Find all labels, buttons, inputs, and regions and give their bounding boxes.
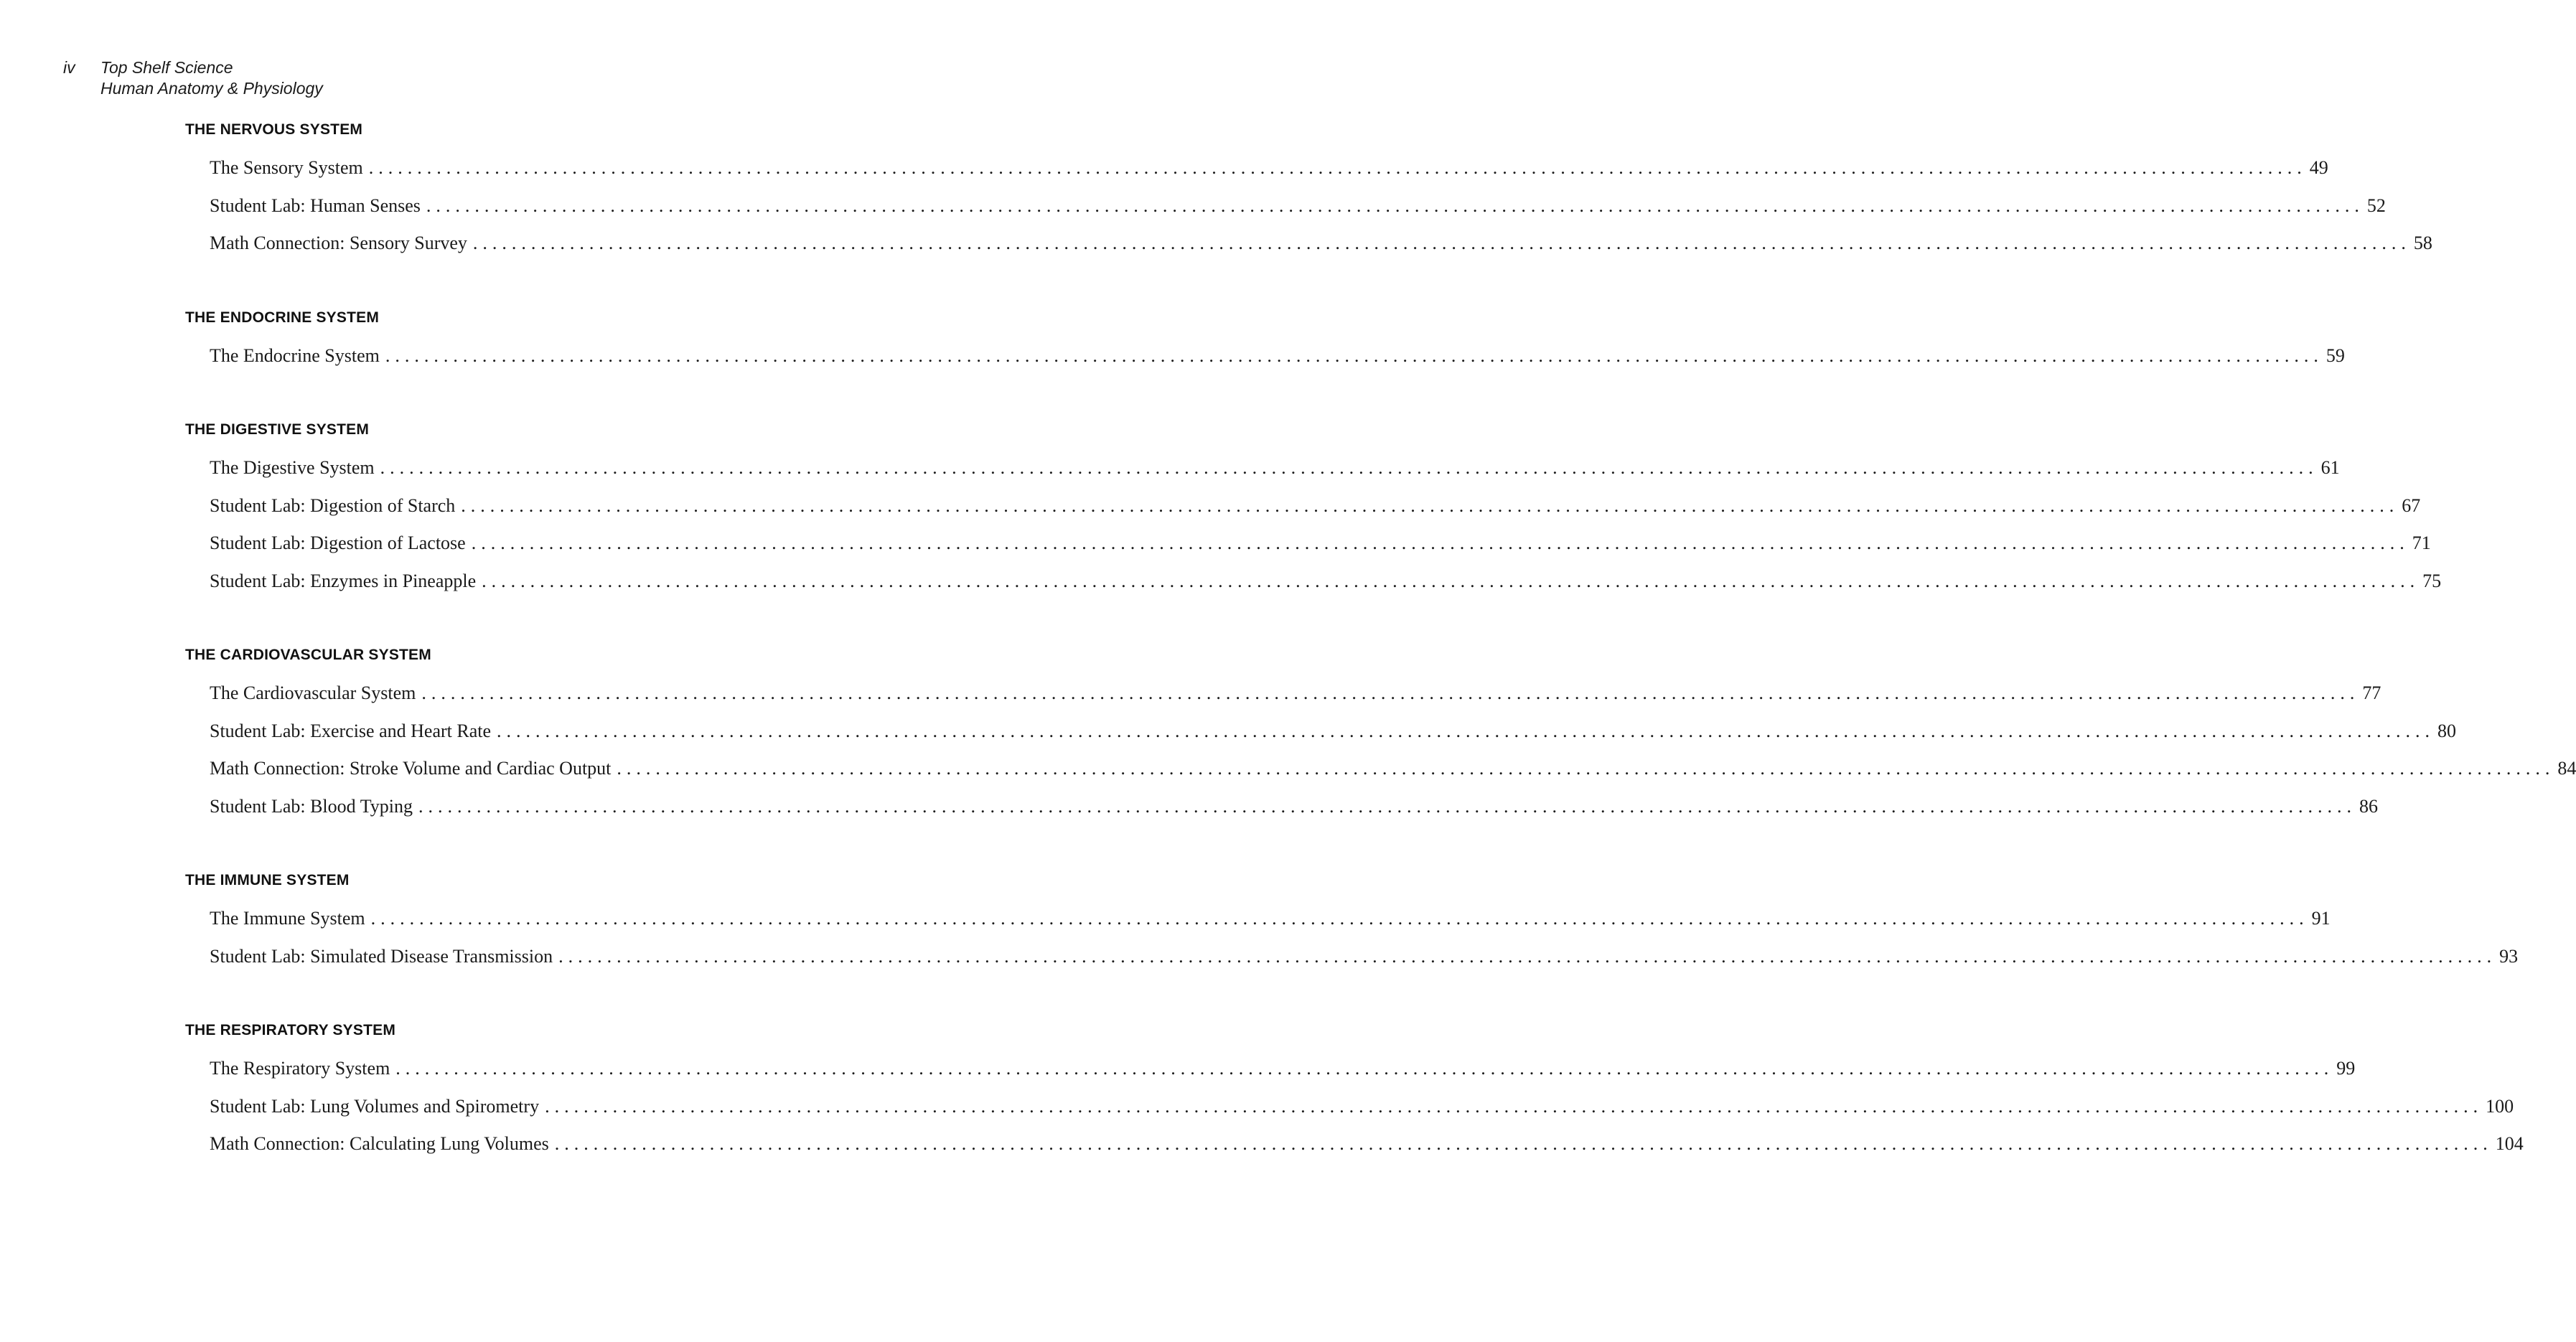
toc-section-digestive-system	[185, 421, 2442, 600]
entry-title: The Sensory System	[210, 157, 363, 178]
section-heading: THE ENDOCRINE SYSTEM	[185, 309, 380, 326]
entry-page-number: 91	[2311, 908, 2331, 929]
entry-page-number: 80	[2437, 720, 2457, 741]
toc-entry[interactable]	[210, 900, 2331, 938]
book-title: Top Shelf Science	[100, 58, 233, 77]
toc-entry[interactable]	[210, 187, 2386, 225]
dot-leader: ........................................................................................................................................................................................................	[368, 157, 2307, 178]
toc-entry[interactable]	[210, 675, 2381, 713]
table-of-contents	[185, 121, 2576, 1209]
dot-leader: ........................................................................................................................................................................................................	[380, 457, 2318, 478]
entry-title: The Immune System	[210, 908, 365, 929]
entry-title: The Endocrine System	[210, 344, 380, 366]
entry-page-number: 104	[2495, 1133, 2524, 1154]
toc-entry[interactable]	[210, 449, 2340, 487]
toc-entry[interactable]	[210, 337, 2345, 375]
entry-title: Math Connection: Stroke Volume and Cardiac Output	[210, 758, 612, 779]
section-heading: THE CARDIOVASCULAR SYSTEM	[185, 647, 431, 663]
dot-leader: ........................................................................................................................................................................................................	[472, 233, 2411, 253]
entry-title: Student Lab: Exercise and Heart Rate	[210, 720, 492, 741]
toc-entry[interactable]	[210, 1088, 2514, 1126]
entry-title: Student Lab: Human Senses	[210, 194, 421, 216]
toc-entry[interactable]	[210, 788, 2378, 826]
dot-leader: ........................................................................................................................................................................................................	[426, 194, 2364, 216]
dot-leader: ........................................................................................................................................................................................................	[482, 570, 2420, 591]
entry-title: The Cardiovascular System	[210, 682, 416, 703]
toc-entry[interactable]	[210, 938, 2519, 976]
dot-leader: ........................................................................................................................................................................................................	[471, 532, 2409, 553]
toc-entry[interactable]	[210, 563, 2442, 601]
entry-page-number: 93	[2499, 945, 2519, 967]
page-number: iv	[63, 58, 75, 77]
dot-leader: ........................................................................................................................................................................................................	[617, 758, 2555, 779]
entry-title: Student Lab: Enzymes in Pineapple	[210, 570, 477, 591]
toc-entry[interactable]	[210, 487, 2421, 525]
toc-entry[interactable]	[210, 525, 2431, 563]
toc-entry[interactable]	[210, 225, 2432, 263]
entry-title: Student Lab: Simulated Disease Transmission	[210, 945, 553, 967]
entry-page-number: 100	[2486, 1095, 2514, 1117]
section-heading: THE NERVOUS SYSTEM	[185, 121, 363, 138]
entry-title: Student Lab: Lung Volumes and Spirometry	[210, 1095, 540, 1117]
entry-page-number: 58	[2413, 233, 2432, 253]
dot-leader: ........................................................................................................................................................................................................	[558, 945, 2497, 967]
dot-leader: ........................................................................................................................................................................................................	[385, 344, 2323, 366]
toc-section-immune-system	[185, 871, 2519, 975]
entry-page-number: 61	[2320, 457, 2340, 478]
entry-page-number: 71	[2412, 532, 2431, 553]
entry-page-number: 59	[2326, 344, 2345, 366]
toc-entry[interactable]	[210, 750, 2576, 788]
dot-leader: ........................................................................................................................................................................................................	[418, 795, 2356, 817]
entry-page-number: 77	[2362, 682, 2381, 703]
entry-title: Student Lab: Blood Typing	[210, 795, 413, 817]
entry-title: The Digestive System	[210, 457, 375, 478]
section-heading: THE IMMUNE SYSTEM	[185, 872, 350, 888]
toc-entry[interactable]	[210, 713, 2457, 751]
entry-page-number: 99	[2336, 1058, 2356, 1079]
dot-leader: ........................................................................................................................................................................................................	[497, 720, 2435, 741]
entry-page-number: 67	[2402, 494, 2421, 516]
dot-leader: ........................................................................................................................................................................................................	[545, 1095, 2483, 1117]
toc-section-endocrine-system	[185, 309, 2345, 375]
entry-page-number: 84	[2557, 758, 2576, 779]
toc-entry[interactable]	[210, 1050, 2356, 1088]
entry-title: Math Connection: Calculating Lung Volumes	[210, 1133, 549, 1154]
dot-leader: ........................................................................................................................................................................................................	[421, 682, 2360, 703]
entry-page-number: 49	[2309, 157, 2328, 178]
entry-page-number: 52	[2366, 194, 2386, 216]
dot-leader: ........................................................................................................................................................................................................	[395, 1058, 2334, 1079]
dot-leader: ........................................................................................................................................................................................................	[554, 1133, 2493, 1154]
entry-page-number: 75	[2422, 570, 2442, 591]
toc-section-nervous-system	[185, 121, 2432, 263]
toc-entry[interactable]	[210, 149, 2328, 187]
dot-leader: ........................................................................................................................................................................................................	[370, 908, 2309, 929]
entry-title: Student Lab: Digestion of Lactose	[210, 532, 466, 553]
toc-section-cardiovascular-system	[185, 646, 2576, 825]
book-subtitle: Human Anatomy & Physiology	[100, 79, 323, 98]
entry-page-number: 86	[2359, 795, 2378, 817]
section-heading: THE RESPIRATORY SYSTEM	[185, 1022, 396, 1038]
section-heading: THE DIGESTIVE SYSTEM	[185, 421, 370, 438]
entry-title: Math Connection: Sensory Survey	[210, 233, 467, 253]
entry-title: Student Lab: Digestion of Starch	[210, 494, 456, 516]
running-head-titles	[100, 57, 323, 99]
entry-title: The Respiratory System	[210, 1058, 390, 1079]
toc-entry[interactable]	[210, 1125, 2524, 1163]
dot-leader: ........................................................................................................................................................................................................	[461, 494, 2399, 516]
toc-section-respiratory-system	[185, 1021, 2524, 1163]
